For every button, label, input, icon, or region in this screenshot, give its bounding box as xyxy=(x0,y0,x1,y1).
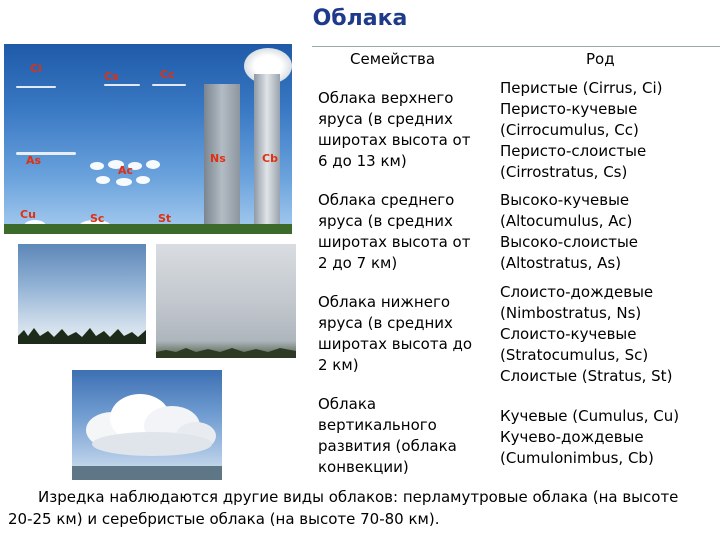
treeline-icon xyxy=(156,336,296,358)
ground-strip xyxy=(4,224,292,234)
cumulus-cloud-icon xyxy=(72,370,222,480)
treeline-icon xyxy=(18,322,146,344)
cirrus-streak xyxy=(16,86,56,88)
label-cc: Cc xyxy=(160,68,175,81)
table-row-vertical-genus: Кучевые (Cumulus, Cu) Кучево-дождевые (Cumulonimbus, Cb) xyxy=(500,407,680,467)
label-ci: Ci xyxy=(30,62,42,75)
label-sc: Sc xyxy=(90,212,105,225)
label-ac: Ac xyxy=(118,164,134,177)
cirrostratus-streak xyxy=(104,84,140,86)
altostratus-photo xyxy=(156,244,296,358)
label-ns: Ns xyxy=(210,152,226,165)
footer-line-2: 20-25 км) и серебристые облака (на высоте 70-80 км). xyxy=(8,510,440,528)
column-header-genus: Род xyxy=(586,50,615,68)
altocumulus-puff xyxy=(136,176,150,184)
table-row-middle-family: Облака среднего яруса (в средних широтах высота от 2 до 7 км) xyxy=(318,191,471,272)
cloud-levels-diagram xyxy=(4,44,292,234)
label-cu: Cu xyxy=(20,208,36,221)
cirrocumulus-photo xyxy=(18,244,146,344)
altocumulus-puff xyxy=(96,176,110,184)
cumulus-photo xyxy=(72,370,222,480)
altostratus-layer xyxy=(16,152,76,155)
table-row-lower-family: Облака нижнего яруса (в средних широтах высота до 2 км) xyxy=(318,293,473,374)
altocumulus-puff xyxy=(116,178,132,186)
cirrocumulus-streak xyxy=(152,84,186,86)
label-cb: Cb xyxy=(262,152,278,165)
altocumulus-puff xyxy=(146,160,160,169)
table-row-lower-genus: Слоисто-дождевые (Nimbostratus, Ns) Слоисто-кучевые (Stratocumulus, Sc) Слоистые (Stratus, St) xyxy=(500,283,673,385)
footer-line-1: Изредка наблюдаются другие виды облаков: перламутровые облака (на высоте xyxy=(38,488,679,506)
footer-note xyxy=(8,486,714,530)
table-row-upper-family: Облака верхнего яруса (в средних широтах высота от 6 до 13 км) xyxy=(318,89,471,170)
label-cs: Cs xyxy=(104,70,119,83)
table-row-vertical-family: Облака вертикального развития (облака конвекции) xyxy=(318,395,457,476)
label-st: St xyxy=(158,212,172,225)
column-header-family: Семейства xyxy=(350,50,436,68)
page-title: Облака xyxy=(312,6,408,31)
label-as: As xyxy=(26,154,42,167)
altocumulus-puff xyxy=(90,162,104,170)
table-top-rule xyxy=(312,46,720,47)
table-row-upper-genus: Перистые (Cirrus, Ci) Перисто-кучевые (Cirrocumulus, Cc) Перисто-слоистые (Cirrostratus, Cs) xyxy=(500,79,663,181)
table-row-middle-genus: Высоко-кучевые (Altocumulus, Ac) Высоко-слоистые (Altostratus, As) xyxy=(500,191,639,272)
